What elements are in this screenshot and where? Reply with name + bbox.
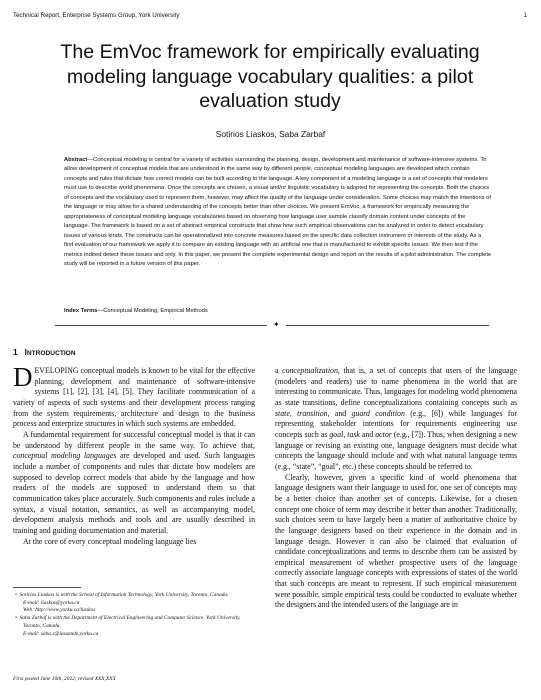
emphasis: task bbox=[347, 429, 360, 439]
abstract-dash: — bbox=[87, 157, 94, 163]
paragraph-text: , bbox=[289, 408, 298, 418]
footnote-email: E-mail: liaskos@yorku.ca bbox=[23, 599, 80, 606]
footnote-web: Web: http://www.yorku.ca/liaskos bbox=[23, 607, 96, 614]
index-terms-text: —Conceptual Modeling, Empirical Methods bbox=[97, 308, 208, 314]
footnote-author-2 bbox=[15, 615, 255, 638]
right-column bbox=[275, 366, 517, 611]
emphasis: conceptual modeling languages bbox=[13, 451, 117, 461]
paragraph-text: (e.g., [7]). Thus, when designing a new language or revising an existing one, language designers must decide what concepts the language should include and with what natural language terms (e.g., “state”, “goal”, etc.) these concepts should be referred to. bbox=[275, 429, 517, 471]
emphasis: state bbox=[275, 408, 290, 418]
emphasis: guard condition bbox=[351, 408, 405, 418]
footnote-text: Saba Zarbaf is with the Department of Electrical Engineering and Computer Science, York University, Toronto, Canada. bbox=[19, 615, 241, 629]
footnote-author-1 bbox=[15, 592, 255, 615]
section-title-rest: NTRODUCTION bbox=[26, 350, 76, 357]
emphasis: transition bbox=[297, 408, 328, 418]
footnote-text: Sotirios Liaskos is with the School of Information Technology, York University, Toronto, Canada. bbox=[19, 592, 229, 598]
drop-cap: D bbox=[13, 362, 33, 392]
emphasis: conceptualization bbox=[282, 366, 338, 375]
left-column bbox=[13, 362, 255, 547]
paragraph bbox=[275, 473, 517, 612]
paragraph-text: and bbox=[359, 429, 376, 439]
section-heading bbox=[13, 347, 76, 357]
paragraph-text: EVELOPING conceptual models is known to be vital for the effective planning, development and maintenance of software-intensive systems [1], [2], [3], [4], [5]. They facilitate communication of a variety of aspects of such systems and their development process ranging from the system requirements, architecture and design to the business process and enterprize structures in which such systems are embedded. bbox=[13, 366, 255, 429]
paragraph bbox=[275, 366, 517, 473]
section-number: 1 bbox=[13, 347, 18, 357]
footnote-rule bbox=[13, 587, 81, 588]
paragraph-text: , bbox=[343, 429, 348, 439]
paragraph-text: are developed and used. Such languages include a number of components and rules that dictate how modelers are supposed to develop correct models that abide by the language and how readers of the models are supposed to understand them so that communication takes place accurately. Such components and rules include a syntax, a visual notation, semantics, as well as accompanying model, development analysis methods and tools and are usually described in training and guiding documentation and material. bbox=[13, 451, 255, 535]
running-head: Technical Report, Enterprise Systems Group, York University bbox=[13, 12, 180, 19]
abstract-text: Conceptual modeling is central for a variety of activities surrounding the planning, design, development and maintenance of software-intensive systems. To allow development of conceptual models that are understood in the same way by different people, conceptual modeling languages are developed which contain concepts and rules that dictate how correct models can be built according to the language. A key component of a modeling language is a set of concepts that modelers must use to describe world phenomena. Once the concepts are chosen, a visual and/or linguistic vocabulary is adopted for representing the concepts. Both the choices of concepts and the vocabulary used to represent them, however, may affect the quality of the language under consideration. Some choices may match the intentions of the language or may allow for a shared understanding of the concepts better than other choices. We present EmVoc, a framework for empirically measuring the appropriateness of conceptual modeling language vocabularies based on observing how language user sample classify domain content under concepts of the language. The framework is based on a set of abstract empirical constructs that show how such empirical observations can be analyzed in order to detect vocabulary issues of various kinds. The constructs can be operationalized into concrete measures based on the specific data collection instrument or interests of the study. As a first evaluation of our framework we apply it to compare an existing language with an artificial one that is manufactured to exhibit specific issues. We then test if the metrics indeed detect these issues and only. In this paper, we present the complete experimental design and report on the results of a pilot administration. The complete study will be reported in a future version of this paper. bbox=[64, 157, 492, 267]
paragraph-text: Clearly, however, given a specific kind of world phenomena that language designers want their language to used for, one set of concepts may be a better choice than another set of concepts. Likewise, for a chosen concept one choice of term may describe it better than another. Traditionally, such choices seem to have largely been a matter of authoritative choice by the language designers based on their experience in the domain and in language design. However it can also be claimed that evaluation of candidate conceptualizations and terms to describe them can be assisted by empirical measurement of whether prospective users of the language correctly associate language concepts with expressions of states of the world that such concepts are meant to represent. If such empirical measurement were possible, simple empirical tests could be conducted to evaluate whether the designers and the intended users of the language are in bbox=[275, 472, 517, 610]
index-terms bbox=[64, 308, 492, 314]
abstract-label: Abstract bbox=[64, 157, 88, 163]
paragraph-text: a bbox=[275, 366, 283, 375]
emphasis: goal bbox=[329, 429, 344, 439]
bullet-icon: • bbox=[15, 592, 17, 598]
author-list: Sotirios Liaskos, Saba Zarbaf bbox=[215, 129, 326, 139]
paragraph bbox=[13, 430, 255, 537]
paper-title: The EmVoc framework for empirically evaluating modeling language vocabulary qualities: a pilot evaluation study bbox=[60, 41, 480, 112]
paragraph-text: , that is, a set of concepts that users of the language (modelers and readers) use to name phenomena in the world that are interesting to communicate. Thus, languages for modeling world phenomena as state transitions, define conceptualizations containing concepts such as bbox=[275, 366, 517, 407]
paragraph-text: A fundamental requirement for successful conceptual model is that it can be understood by different people in the same way. To achieve that, bbox=[13, 429, 255, 450]
bullet-icon: • bbox=[15, 615, 17, 622]
page-number: 1 bbox=[523, 12, 527, 19]
abstract bbox=[64, 156, 492, 269]
paragraph-text: , and bbox=[327, 408, 352, 418]
section-title-initial: I bbox=[24, 347, 27, 357]
paragraph bbox=[13, 537, 255, 548]
first-posted-note: First posted June 10th, 2022; revised XXX,XXX bbox=[13, 676, 116, 682]
divider-diamond-icon: ✦ bbox=[267, 320, 286, 330]
paragraph-text: (e.g., [6]) while languages for representing stakeholder intentions for requirements engineering use concepts such as bbox=[275, 408, 517, 439]
emphasis: actor bbox=[375, 429, 392, 439]
footnotes bbox=[13, 592, 255, 638]
paragraph bbox=[13, 362, 255, 430]
index-terms-label: Index Terms bbox=[64, 308, 98, 314]
paragraph-text: At the core of every conceptual modeling language lies bbox=[23, 536, 197, 546]
footnote-email: E-mail: saba.z@lassonde.yorku.ca bbox=[23, 630, 99, 637]
